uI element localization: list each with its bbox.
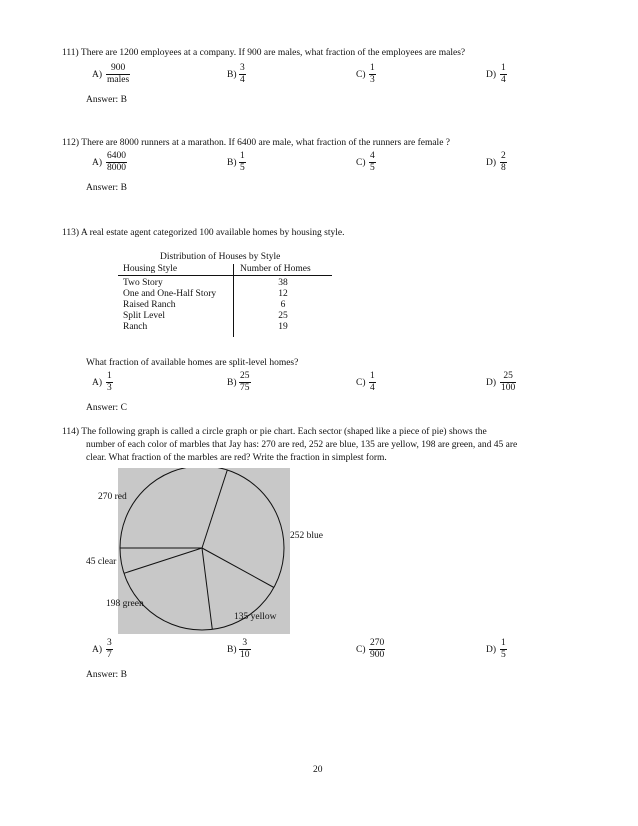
q111-d-letter: D) bbox=[486, 70, 497, 80]
q111-c-num: 1 bbox=[370, 63, 375, 73]
table-row-count: 25 bbox=[278, 311, 288, 321]
q114-answer: Answer: B bbox=[86, 670, 127, 680]
q113-b-letter: B) bbox=[227, 378, 237, 388]
table-row-style: Two Story bbox=[118, 276, 234, 289]
q111-c-den: 3 bbox=[370, 75, 375, 85]
q112-a-letter: A) bbox=[92, 158, 103, 168]
q111-a-num: 900 bbox=[106, 63, 130, 75]
pie-label-clear: 45 clear bbox=[86, 557, 117, 567]
q112-d-num: 2 bbox=[501, 151, 506, 161]
table-title: Distribution of Houses by Style bbox=[160, 252, 281, 262]
q113-a-fraction bbox=[106, 371, 113, 394]
pie-label-blue: 252 blue bbox=[290, 531, 323, 541]
q114-c-fraction bbox=[369, 638, 385, 661]
pie-slice-clear-boundary bbox=[124, 548, 202, 573]
table-row-style: Ranch bbox=[118, 321, 234, 337]
q111-a-den: males bbox=[107, 75, 130, 85]
q112-a-den: 8000 bbox=[107, 163, 126, 173]
pie-chart-svg bbox=[118, 468, 290, 634]
q113-answer: Answer: C bbox=[86, 403, 127, 413]
q114-d-letter: D) bbox=[486, 645, 497, 655]
pie-slice-blue-boundary bbox=[202, 470, 227, 548]
q111-a-letter: A) bbox=[92, 70, 103, 80]
q111-b-letter: B) bbox=[227, 70, 237, 80]
table-row-style: One and One-Half Story bbox=[118, 288, 234, 299]
q112-answer: Answer: B bbox=[86, 183, 127, 193]
q112-b-letter: B) bbox=[227, 158, 237, 168]
q113-d-fraction bbox=[500, 371, 516, 394]
q113-d-num: 25 bbox=[500, 371, 516, 383]
q112-text: 112) There are 8000 runners at a marathon. If 6400 are male, what fraction of the runners are female ? bbox=[62, 138, 451, 148]
table-header-style: Housing Style bbox=[118, 264, 234, 276]
distribution-table bbox=[118, 264, 332, 337]
q114-c-letter: C) bbox=[356, 645, 366, 655]
table-row-count: 38 bbox=[278, 278, 288, 288]
q113-b-fraction bbox=[239, 371, 251, 394]
q111-text: 111) There are 1200 employees at a company. If 900 are males, what fraction of the employees are males? bbox=[62, 48, 466, 58]
q114-d-num: 1 bbox=[501, 638, 506, 648]
q114-d-fraction bbox=[500, 638, 507, 661]
q112-a-num: 6400 bbox=[107, 151, 126, 161]
q111-d-fraction bbox=[500, 63, 507, 86]
q113-c-num: 1 bbox=[370, 371, 375, 381]
q113-d-den: 100 bbox=[501, 383, 516, 393]
q111-d-den: 4 bbox=[501, 75, 506, 85]
q114-d-den: 5 bbox=[501, 650, 506, 660]
q112-c-letter: C) bbox=[356, 158, 366, 168]
q111-d-num: 1 bbox=[501, 63, 506, 73]
table-row-count: 19 bbox=[278, 322, 288, 332]
q114-text-line2: number of each color of marbles that Jay has: 270 are red, 252 are blue, 135 are yellow, 198 are green, and 45 are bbox=[86, 440, 518, 450]
page-number: 20 bbox=[313, 765, 323, 775]
q114-b-letter: B) bbox=[227, 645, 237, 655]
q113-text: 113) A real estate agent categorized 100 available homes by housing style. bbox=[62, 228, 345, 238]
q112-d-fraction bbox=[500, 151, 507, 174]
q111-c-fraction bbox=[369, 63, 376, 86]
q114-b-num: 3 bbox=[239, 638, 251, 650]
q113-c-letter: C) bbox=[356, 378, 366, 388]
q111-b-num: 3 bbox=[240, 63, 245, 73]
q114-text-line1: 114) The following graph is called a circle graph or pie chart. Each sector (shaped like a piece of pie) shows the bbox=[62, 427, 487, 437]
table-header-count: Number of Homes bbox=[234, 264, 333, 276]
q111-answer: Answer: B bbox=[86, 95, 127, 105]
q113-a-den: 3 bbox=[107, 383, 112, 393]
q114-a-num: 3 bbox=[107, 638, 112, 648]
q112-c-den: 5 bbox=[370, 163, 375, 173]
q114-a-den: 7 bbox=[107, 650, 112, 660]
pie-label-red: 270 red bbox=[98, 492, 127, 502]
pie-label-green: 198 green bbox=[106, 599, 144, 609]
q113-b-den: 75 bbox=[240, 383, 250, 393]
table-row-count: 12 bbox=[278, 289, 288, 299]
q112-b-den: 5 bbox=[240, 163, 245, 173]
q114-a-fraction bbox=[106, 638, 113, 661]
q113-a-letter: A) bbox=[92, 378, 103, 388]
q113-b-num: 25 bbox=[240, 371, 250, 381]
q112-d-letter: D) bbox=[486, 158, 497, 168]
q111-c-letter: C) bbox=[356, 70, 366, 80]
q111-b-den: 4 bbox=[240, 75, 245, 85]
pie-slice-yellow-boundary bbox=[202, 548, 274, 588]
table-row-style: Split Level bbox=[118, 310, 234, 321]
q114-text-line3: clear. What fraction of the marbles are red? Write the fraction in simplest form. bbox=[86, 453, 387, 463]
table-row-style: Raised Ranch bbox=[118, 299, 234, 310]
q112-a-fraction bbox=[106, 151, 127, 174]
table-row-count: 6 bbox=[280, 300, 286, 310]
q113-d-letter: D) bbox=[486, 378, 497, 388]
q113-c-den: 4 bbox=[370, 383, 375, 393]
q114-c-num: 270 bbox=[370, 638, 385, 648]
q114-b-den: 10 bbox=[240, 650, 250, 660]
q112-d-den: 8 bbox=[501, 163, 506, 173]
q114-c-den: 900 bbox=[370, 650, 385, 660]
q112-c-fraction bbox=[369, 151, 376, 174]
q112-c-num: 4 bbox=[370, 151, 375, 161]
q112-b-fraction bbox=[239, 151, 246, 174]
housing-table bbox=[118, 264, 332, 337]
pie-chart bbox=[118, 468, 290, 634]
q113-c-fraction bbox=[369, 371, 376, 394]
q112-b-num: 1 bbox=[240, 151, 245, 161]
pie-slice-green-boundary bbox=[202, 548, 212, 629]
q111-a-fraction bbox=[106, 63, 130, 86]
q111-b-fraction bbox=[239, 63, 246, 86]
q114-a-letter: A) bbox=[92, 645, 103, 655]
q114-b-fraction bbox=[239, 638, 251, 661]
q113-a-num: 1 bbox=[107, 371, 112, 381]
pie-label-yellow: 135 yellow bbox=[234, 612, 277, 622]
q113-prompt: What fraction of available homes are split-level homes? bbox=[86, 358, 299, 368]
